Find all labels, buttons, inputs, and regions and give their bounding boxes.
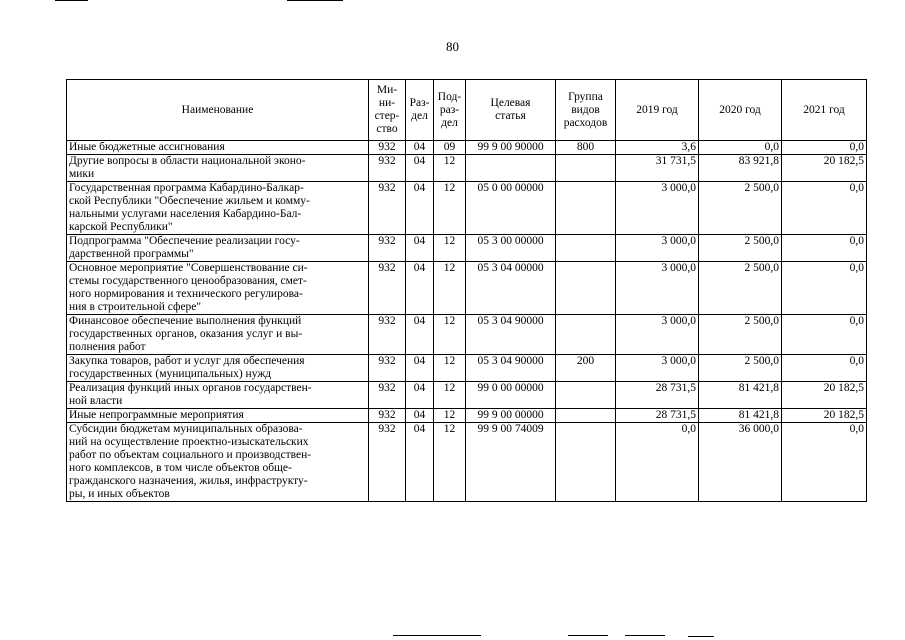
header-target-label: Целевая статья	[490, 97, 531, 122]
cell-target: 99 9 00 00000	[466, 409, 556, 423]
header-ministry-label: Ми- ни- стер- ство	[374, 84, 400, 135]
cell-section: 04	[406, 262, 434, 315]
cell-2020: 2 500,0	[699, 355, 782, 382]
cell-name: Иные непрограммные мероприятия	[67, 409, 369, 423]
cell-2020: 81 421,8	[699, 409, 782, 423]
cell-2021: 0,0	[782, 315, 867, 355]
table-header-row	[67, 80, 867, 141]
cell-subsection: 12	[434, 355, 466, 382]
table-row	[67, 141, 867, 155]
cell-section: 04	[406, 182, 434, 235]
cell-2021: 20 182,5	[782, 409, 867, 423]
header-target	[466, 80, 556, 141]
table-row	[67, 182, 867, 235]
cell-ministry: 932	[369, 235, 406, 262]
cell-2021: 0,0	[782, 235, 867, 262]
cell-2019: 0,0	[616, 423, 699, 502]
cell-name: Другие вопросы в области национальной эконо- мики	[67, 155, 369, 182]
cell-name: Основное мероприятие "Совершенствование си- стемы государственного ценообразования, смет- ного нормирования и технического регулирова- ния в строительной сфере"	[67, 262, 369, 315]
scan-line-bottom-1	[393, 635, 481, 636]
cell-expense-group: 800	[556, 141, 616, 155]
cell-2021: 0,0	[782, 141, 867, 155]
cell-2019: 28 731,5	[616, 409, 699, 423]
table-row	[67, 155, 867, 182]
cell-2021: 20 182,5	[782, 382, 867, 409]
header-2020-label: 2020 год	[719, 103, 761, 116]
cell-2020: 2 500,0	[699, 182, 782, 235]
cell-section: 04	[406, 409, 434, 423]
cell-subsection: 09	[434, 141, 466, 155]
cell-2019: 28 731,5	[616, 382, 699, 409]
scan-line-top-left	[55, 0, 88, 1]
cell-2019: 3,6	[616, 141, 699, 155]
cell-section: 04	[406, 423, 434, 502]
header-subsection	[434, 80, 466, 141]
cell-target: 05 3 00 00000	[466, 235, 556, 262]
cell-name: Подпрограмма "Обеспечение реализации госу- дарственной программы"	[67, 235, 369, 262]
table-row	[67, 315, 867, 355]
cell-2020: 2 500,0	[699, 262, 782, 315]
cell-target: 05 3 04 00000	[466, 262, 556, 315]
cell-ministry: 932	[369, 155, 406, 182]
cell-ministry: 932	[369, 262, 406, 315]
cell-subsection: 12	[434, 409, 466, 423]
cell-section: 04	[406, 155, 434, 182]
cell-target	[466, 155, 556, 182]
cell-subsection: 12	[434, 235, 466, 262]
cell-2021: 0,0	[782, 262, 867, 315]
header-name-label: Наименование	[181, 103, 254, 116]
cell-subsection: 12	[434, 382, 466, 409]
table-row	[67, 423, 867, 502]
cell-name: Иные бюджетные ассигнования	[67, 141, 369, 155]
cell-subsection: 12	[434, 315, 466, 355]
cell-2021: 0,0	[782, 355, 867, 382]
page-number: 80	[446, 39, 459, 54]
cell-subsection: 12	[434, 262, 466, 315]
scan-line-bottom-2	[568, 635, 608, 636]
cell-name: Субсидии бюджетам муниципальных образова- ний на осуществление проектно-изыскательских работ по объектам социального и производствен- ного комплексов, в том числе объектов обще- гражданского назначения, жилья, инфраструкту- ры, и иных объектов	[67, 423, 369, 502]
cell-section: 04	[406, 382, 434, 409]
cell-target: 99 9 00 74009	[466, 423, 556, 502]
header-section	[406, 80, 434, 141]
cell-section: 04	[406, 235, 434, 262]
cell-2019: 3 000,0	[616, 182, 699, 235]
cell-ministry: 932	[369, 382, 406, 409]
cell-subsection: 12	[434, 423, 466, 502]
cell-expense-group	[556, 315, 616, 355]
cell-expense-group	[556, 262, 616, 315]
cell-2020: 2 500,0	[699, 235, 782, 262]
header-expense-group-label: Группа видов расходов	[563, 90, 608, 129]
cell-ministry: 932	[369, 423, 406, 502]
cell-section: 04	[406, 315, 434, 355]
cell-target: 05 0 00 00000	[466, 182, 556, 235]
scan-line-top-right	[287, 0, 343, 1]
table-row	[67, 409, 867, 423]
cell-2020: 83 921,8	[699, 155, 782, 182]
cell-expense-group	[556, 423, 616, 502]
cell-2020: 36 000,0	[699, 423, 782, 502]
header-name	[67, 80, 369, 141]
header-ministry	[369, 80, 406, 141]
cell-2020: 2 500,0	[699, 315, 782, 355]
cell-name: Государственная программа Кабардино-Балкар- ской Республики "Обеспечение жильем и комму- нальными услугами населения Кабардино-Бал- карской Республики"	[67, 182, 369, 235]
cell-target: 05 3 04 90000	[466, 355, 556, 382]
budget-table	[66, 79, 867, 502]
header-2021	[782, 80, 867, 141]
scan-line-bottom-3	[625, 635, 665, 636]
cell-ministry: 932	[369, 182, 406, 235]
cell-section: 04	[406, 141, 434, 155]
header-2021-label: 2021 год	[803, 103, 845, 116]
cell-expense-group	[556, 182, 616, 235]
cell-target: 99 0 00 00000	[466, 382, 556, 409]
cell-2019: 3 000,0	[616, 235, 699, 262]
cell-subsection: 12	[434, 182, 466, 235]
table-row	[67, 382, 867, 409]
cell-name: Реализация функций иных органов государствен- ной власти	[67, 382, 369, 409]
cell-2020: 81 421,8	[699, 382, 782, 409]
table-row	[67, 235, 867, 262]
cell-ministry: 932	[369, 141, 406, 155]
header-subsection-label: Под- раз- дел	[437, 90, 462, 129]
cell-target: 99 9 00 90000	[466, 141, 556, 155]
cell-ministry: 932	[369, 355, 406, 382]
cell-expense-group	[556, 382, 616, 409]
cell-2019: 3 000,0	[616, 315, 699, 355]
cell-expense-group	[556, 409, 616, 423]
cell-2021: 20 182,5	[782, 155, 867, 182]
cell-expense-group	[556, 235, 616, 262]
scan-line-bottom-4	[688, 636, 714, 637]
header-2019-label: 2019 год	[636, 103, 678, 116]
cell-name: Финансовое обеспечение выполнения функций государственных органов, оказания услуг и вы- полнения работ	[67, 315, 369, 355]
header-section-label: Раз- дел	[409, 97, 430, 122]
cell-2019: 31 731,5	[616, 155, 699, 182]
cell-2019: 3 000,0	[616, 355, 699, 382]
cell-2021: 0,0	[782, 423, 867, 502]
cell-expense-group	[556, 155, 616, 182]
cell-ministry: 932	[369, 315, 406, 355]
cell-expense-group: 200	[556, 355, 616, 382]
cell-name: Закупка товаров, работ и услуг для обеспечения государственных (муниципальных) нужд	[67, 355, 369, 382]
header-expense-group	[556, 80, 616, 141]
cell-2020: 0,0	[699, 141, 782, 155]
table-row	[67, 262, 867, 315]
header-2020	[699, 80, 782, 141]
cell-2021: 0,0	[782, 182, 867, 235]
table-row	[67, 355, 867, 382]
cell-subsection: 12	[434, 155, 466, 182]
cell-section: 04	[406, 355, 434, 382]
cell-ministry: 932	[369, 409, 406, 423]
cell-2019: 3 000,0	[616, 262, 699, 315]
header-2019	[616, 80, 699, 141]
cell-target: 05 3 04 90000	[466, 315, 556, 355]
